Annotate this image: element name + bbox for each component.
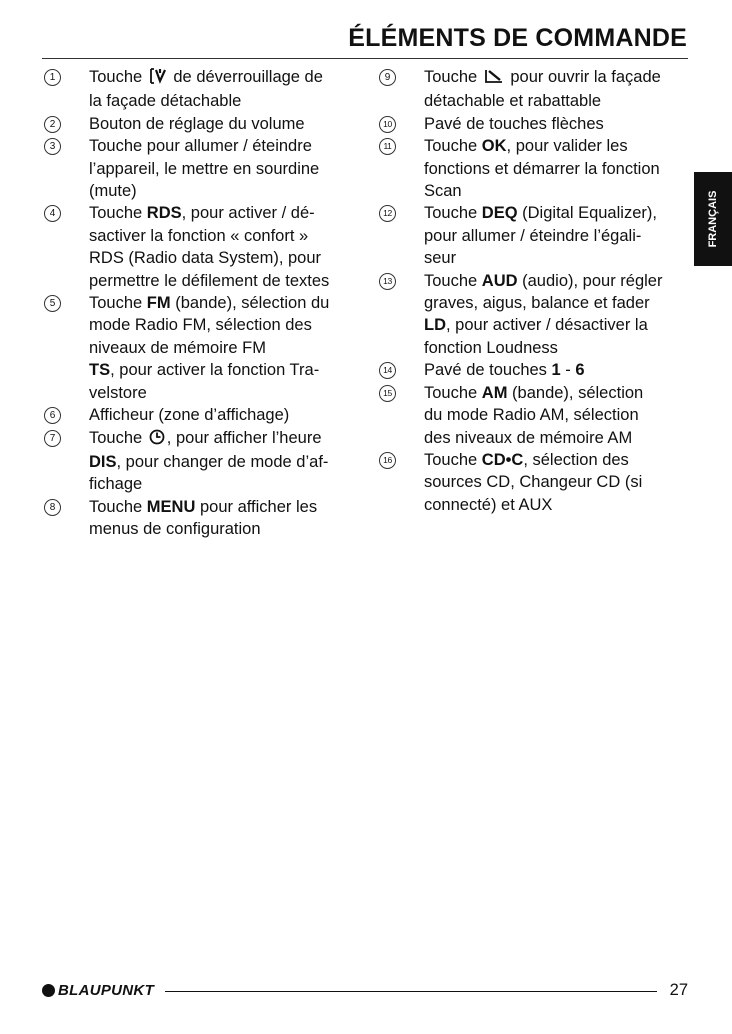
item-text: de déverrouillage de <box>168 68 323 86</box>
item-text: Touche <box>424 271 482 290</box>
right-column <box>377 66 689 516</box>
list-item <box>42 292 360 404</box>
logo-dot-icon <box>42 984 55 997</box>
key-label: LD <box>424 316 446 335</box>
item-text: Pavé de touches flèches <box>424 114 604 133</box>
left-column <box>42 66 360 541</box>
clock-icon <box>149 429 165 451</box>
item-text: pour ouvrir la façade <box>505 68 661 86</box>
item-text: Afficheur (zone d’affichage) <box>89 406 290 425</box>
item-number: 7 <box>44 430 61 447</box>
key-label: OK <box>481 137 507 156</box>
item-text: la façade détachable <box>89 92 242 111</box>
item-text: des niveaux de mémoire AM <box>424 428 633 447</box>
item-text: fonction Loudness <box>424 338 558 357</box>
list-item <box>42 135 360 202</box>
item-text: fichage <box>89 475 143 494</box>
item-text: pour allumer / éteindre l’égali- <box>424 226 642 245</box>
item-text: Touche <box>424 137 482 156</box>
key-label: TS <box>89 361 111 380</box>
item-number: 16 <box>379 452 396 469</box>
item-text: détachable et rabattable <box>424 92 602 111</box>
item-text: fonctions et démarrer la fonction <box>424 159 660 178</box>
page-title: ÉLÉMENTS DE COMMANDE <box>348 24 687 52</box>
language-tab <box>694 172 732 266</box>
item-text: Touche <box>424 383 482 402</box>
item-text: , sélection des <box>523 450 629 469</box>
item-number: 15 <box>379 385 396 402</box>
item-text: (Digital Equalizer), <box>517 204 657 223</box>
item-number: 5 <box>44 295 61 312</box>
item-text: , pour activer la fonction Tra- <box>110 361 320 380</box>
item-text: pour afficher les <box>195 497 318 516</box>
release-faceplate-icon <box>149 68 167 90</box>
list-item <box>42 427 360 496</box>
list-item <box>377 135 689 202</box>
item-text: Touche <box>89 204 147 223</box>
brand-logo <box>42 982 154 999</box>
item-text: Touche <box>424 68 482 86</box>
key-label: MENU <box>146 497 196 516</box>
item-text: , pour activer / désactiver la <box>446 316 648 335</box>
item-number: 11 <box>379 138 396 155</box>
key-label: RDS <box>146 204 182 223</box>
item-text: Touche <box>89 68 147 86</box>
item-text: connecté) et AUX <box>424 495 553 514</box>
list-item <box>377 382 689 449</box>
list-item <box>42 113 360 135</box>
title-divider <box>42 58 688 59</box>
item-text: Touche pour allumer / éteindre <box>89 137 312 156</box>
item-text: sources CD, Changeur CD (si <box>424 473 643 492</box>
item-text: , pour changer de mode d’af- <box>116 452 329 471</box>
item-number: 2 <box>44 116 61 133</box>
item-text: Pavé de touches <box>424 361 552 380</box>
key-label: CD•C <box>481 450 524 469</box>
item-number: 1 <box>44 69 61 86</box>
footer-divider <box>165 991 657 992</box>
item-text: (audio), pour régler <box>517 271 663 290</box>
item-text: Touche <box>89 497 147 516</box>
list-item <box>42 404 360 426</box>
item-text: - <box>560 361 576 380</box>
item-number: 13 <box>379 273 396 290</box>
list-item <box>377 202 689 269</box>
item-text: Touche <box>424 204 482 223</box>
item-text: l’appareil, le mettre en sourdine <box>89 159 320 178</box>
item-text: RDS (Radio data System), pour <box>89 249 322 268</box>
item-text: velstore <box>89 383 147 402</box>
key-label: DEQ <box>481 204 518 223</box>
item-text: mode Radio FM, sélection des <box>89 316 312 335</box>
list-item <box>377 270 689 360</box>
item-text: menus de configuration <box>89 520 261 539</box>
item-text: Touche <box>89 294 147 313</box>
item-number: 10 <box>379 116 396 133</box>
item-text: seur <box>424 249 457 268</box>
list-item <box>377 449 689 516</box>
list-item <box>377 113 689 135</box>
page-number: 27 <box>669 981 688 999</box>
item-text: sactiver la fonction « confort » <box>89 226 309 245</box>
item-text: graves, aigus, balance et fader <box>424 294 650 313</box>
item-number: 9 <box>379 69 396 86</box>
key-label: DIS <box>89 452 117 471</box>
item-number: 8 <box>44 499 61 516</box>
item-text: du mode Radio AM, sélection <box>424 406 639 425</box>
language-tab-label: FRANÇAIS <box>707 190 719 248</box>
item-text: (bande), sélection du <box>170 294 330 313</box>
item-text: Touche <box>424 450 482 469</box>
brand-name: BLAUPUNKT <box>58 982 155 999</box>
item-text: , pour afficher l’heure <box>166 428 322 447</box>
item-text: (bande), sélection <box>507 383 644 402</box>
list-item <box>377 66 689 113</box>
item-text: permettre le défilement de textes <box>89 271 330 290</box>
item-text: Bouton de réglage du volume <box>89 114 305 133</box>
key-label: AUD <box>481 271 518 290</box>
key-label: FM <box>146 294 171 313</box>
item-number: 14 <box>379 362 396 379</box>
item-text: Scan <box>424 182 462 201</box>
item-text: niveaux de mémoire FM <box>89 338 266 357</box>
list-item <box>42 66 360 113</box>
open-faceplate-icon <box>484 68 504 90</box>
list-item <box>42 202 360 292</box>
key-label: 1 <box>551 361 561 380</box>
item-text: , pour activer / dé- <box>181 204 315 223</box>
key-label: 6 <box>575 361 585 380</box>
item-number: 4 <box>44 205 61 222</box>
list-item <box>377 359 689 381</box>
item-text: (mute) <box>89 182 137 201</box>
item-text: Touche <box>89 428 147 447</box>
item-number: 3 <box>44 138 61 155</box>
key-label: AM <box>481 383 508 402</box>
list-item <box>42 496 360 541</box>
item-number: 12 <box>379 205 396 222</box>
item-number: 6 <box>44 407 61 424</box>
item-text: , pour valider les <box>506 137 628 156</box>
